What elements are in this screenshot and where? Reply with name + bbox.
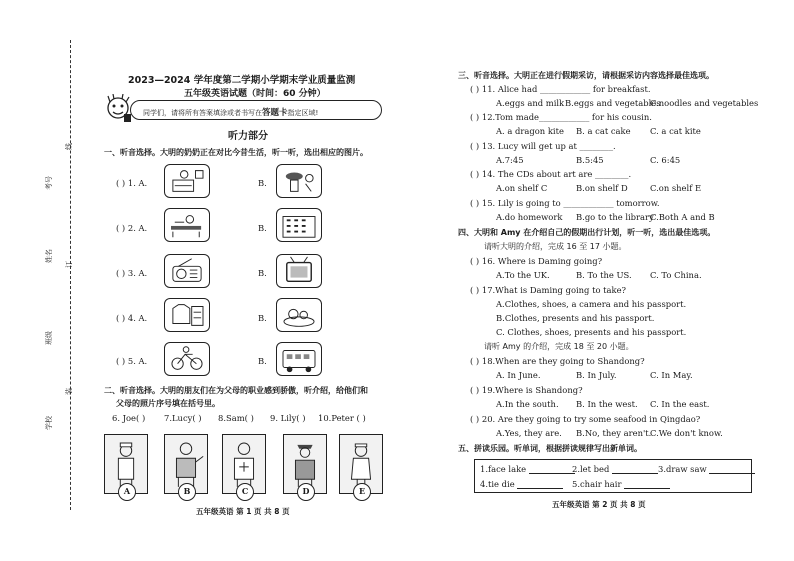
q1-item-3: ( ) 3. A. xyxy=(116,268,148,278)
q2-person-sam: 8.Sam( ) xyxy=(218,413,254,423)
q20-stem: ( ) 20. Are they going to try some seafood in Qingdao? xyxy=(470,414,701,424)
phonics-word-3: 3.draw saw xyxy=(658,464,755,474)
q1-item-2-b: B. xyxy=(258,223,267,233)
q17-stem: ( ) 17.What is Daming going to take? xyxy=(470,285,627,295)
card-label-a: A xyxy=(118,483,136,501)
q18-option-a: A. In June. xyxy=(496,370,541,380)
q2-person-peter: 10.Peter ( ) xyxy=(318,413,366,423)
q19-stem: ( ) 19.Where is Shandong? xyxy=(470,385,583,395)
phonics-blank-3[interactable] xyxy=(709,466,755,474)
q17-option-a: A.Clothes, shoes, a camera and his passport. xyxy=(496,299,687,309)
q14-option-c: C.on shelf E xyxy=(650,183,702,193)
picture-5a-bicycle-icon xyxy=(164,342,210,376)
margin-line-word-1: 装 xyxy=(65,388,73,395)
margin-label-class: 班级 xyxy=(45,331,53,345)
q1-item-2: ( ) 2. A. xyxy=(116,223,148,233)
exam-title: 2023—2024 学年度第二学期小学期末学业质量监测 xyxy=(128,75,356,86)
picture-2b-building-icon xyxy=(276,208,322,242)
phonics-word-1: 1.face lake xyxy=(480,464,575,474)
q2-heading-line2: 父母的照片序号填在括号里。 xyxy=(116,399,220,408)
binding-line xyxy=(70,40,71,510)
q1-item-4: ( ) 4. A. xyxy=(116,313,148,323)
q20-option-a: A.Yes, they are. xyxy=(496,428,562,438)
q14-option-a: A.on shelf C xyxy=(496,183,548,193)
q19-option-a: A.In the south. xyxy=(496,399,559,409)
q17-option-c: C. Clothes, shoes, presents and his passport. xyxy=(496,327,687,337)
q11-option-c: C.noodles and vegetables xyxy=(650,98,759,108)
picture-1b-stove-icon xyxy=(276,164,322,198)
q19-option-b: B. In the west. xyxy=(576,399,638,409)
q14-option-b: B.on shelf D xyxy=(576,183,628,193)
picture-4b-food-icon xyxy=(276,298,322,332)
q12-option-c: C. a cat kite xyxy=(650,126,701,136)
phonics-blank-4[interactable] xyxy=(517,481,563,489)
q15-option-b: B.go to the library xyxy=(576,212,654,222)
q16-option-c: C. To China. xyxy=(650,270,702,280)
answer-sheet-notice: 同学们，请将所有答案填涂或者书写在答题卡指定区域! xyxy=(130,100,382,120)
q2-person-lucy: 7.Lucy( ) xyxy=(164,413,202,423)
picture-2a-writing-icon xyxy=(164,208,210,242)
phonics-word-5: 5.chair hair xyxy=(572,479,670,489)
margin-line-word-3: 线 xyxy=(65,143,73,150)
exam-subtitle: 五年级英语试题（时间：60 分钟） xyxy=(184,89,326,99)
picture-5b-bus-icon xyxy=(276,342,322,376)
q1-item-1-b: B. xyxy=(258,178,267,188)
phonics-blank-1[interactable] xyxy=(529,466,575,474)
q4-heading: 四、大明和 Amy 在介绍自己的假期出行计划，听一听，选出最佳选项。 xyxy=(458,228,716,237)
q15-stem: ( ) 15. Lily is going to ____________ tomorrow. xyxy=(470,198,660,208)
q4-daming-instruction: 请听大明的介绍，完成 16 至 17 小题。 xyxy=(484,242,627,251)
phonics-word-2: 2.let bed xyxy=(572,464,658,474)
q15-option-c: C.Both A and B xyxy=(650,212,715,222)
q13-stem: ( ) 13. Lucy will get up at ________. xyxy=(470,141,616,151)
q1-item-3-b: B. xyxy=(258,268,267,278)
q2-heading-line1: 二、听音选择。大明的朋友们在为父母的职业感到骄傲，听介绍，给他们和 xyxy=(104,386,368,395)
listening-section-title: 听力部分 xyxy=(228,131,268,142)
q11-stem: ( ) 11. Alice had ____________ for breakfast. xyxy=(470,84,651,94)
margin-label-name: 姓名 xyxy=(45,249,53,263)
q16-option-a: A.To the UK. xyxy=(496,270,550,280)
phonics-blank-2[interactable] xyxy=(612,466,658,474)
phonics-blank-5[interactable] xyxy=(624,481,670,489)
card-label-d: D xyxy=(297,483,315,501)
q16-stem: ( ) 16. Where is Daming going? xyxy=(470,256,603,266)
picture-4a-clothes-icon xyxy=(164,298,210,332)
margin-line-word-2: 订 xyxy=(65,261,73,268)
margin-label-exam-number: 考号 xyxy=(45,176,53,190)
q19-option-c: C. In the east. xyxy=(650,399,710,409)
q17-option-b: B.Clothes, presents and his passport. xyxy=(496,313,655,323)
q2-person-joe: 6. Joe( ) xyxy=(112,413,146,423)
q15-option-a: A.do homework xyxy=(496,212,563,222)
q13-option-c: C. 6:45 xyxy=(650,155,681,165)
picture-1a-cooking-icon xyxy=(164,164,210,198)
q13-option-a: A.7:45 xyxy=(496,155,524,165)
q12-option-a: A. a dragon kite xyxy=(496,126,564,136)
picture-3a-radio-icon xyxy=(164,254,210,288)
card-label-c: C xyxy=(236,483,254,501)
page2-footer: 五年级英语 第 2 页 共 8 页 xyxy=(552,500,646,509)
q11-option-a: A.eggs and milk xyxy=(496,98,565,108)
q1-item-5-b: B. xyxy=(258,356,267,366)
card-label-e: E xyxy=(353,483,371,501)
q2-person-lily: 9. Lily( ) xyxy=(270,413,306,423)
q12-stem: ( ) 12.Tom made____________ for his cousin. xyxy=(470,112,652,122)
phonics-word-4: 4.tie die xyxy=(480,479,563,489)
q5-heading: 五、拼读乐园。听单词，根据拼读规律写出新单词。 xyxy=(458,444,642,453)
card-label-b: B xyxy=(178,483,196,501)
margin-label-school: 学校 xyxy=(45,416,53,430)
q4-amy-instruction: 请听 Amy 的介绍，完成 18 至 20 小题。 xyxy=(484,342,634,351)
q18-option-b: B. In July. xyxy=(576,370,617,380)
picture-3b-tv-icon xyxy=(276,254,322,288)
mascot-icon xyxy=(104,94,132,124)
q1-heading: 一、听音选择。大明的奶奶正在对比今昔生活，听一听，选出相应的图片。 xyxy=(104,148,368,157)
q18-option-c: C. In May. xyxy=(650,370,693,380)
q20-option-c: C.We don't know. xyxy=(650,428,723,438)
q1-item-5: ( ) 5. A. xyxy=(116,356,148,366)
q1-item-4-b: B. xyxy=(258,313,267,323)
q13-option-b: B.5:45 xyxy=(576,155,604,165)
q3-heading: 三、听音选择。大明正在进行假期采访，请根据采访内容选择最佳选项。 xyxy=(458,71,714,80)
q12-option-b: B. a cat cake xyxy=(576,126,631,136)
q11-option-b: B.eggs and vegetables xyxy=(565,98,661,108)
q14-stem: ( ) 14. The CDs about art are ________. xyxy=(470,169,632,179)
page1-footer: 五年级英语 第 1 页 共 8 页 xyxy=(196,507,290,516)
q16-option-b: B. To the US. xyxy=(576,270,632,280)
q20-option-b: B.No, they aren't. xyxy=(576,428,652,438)
q1-item-1: ( ) 1. A. xyxy=(116,178,148,188)
q18-stem: ( ) 18.When are they going to Shandong? xyxy=(470,356,645,366)
